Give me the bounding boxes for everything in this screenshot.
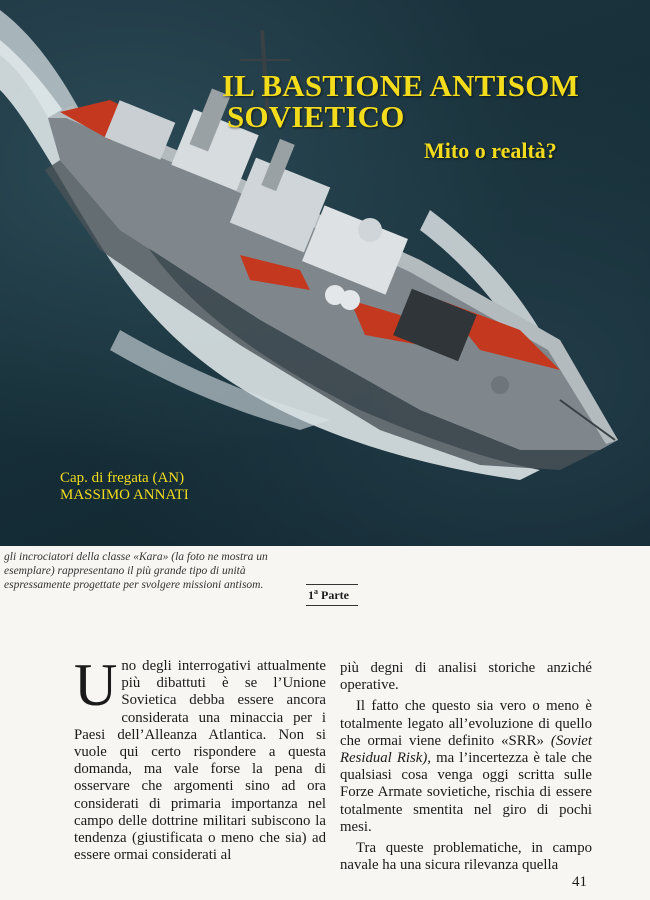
author-block <box>60 470 189 504</box>
part-label <box>306 584 358 606</box>
srr-text-a: Il fatto che questo sia vero o meno è totalmente legato all’evoluzione di quello che ormai viene definito «SRR» <box>340 698 592 749</box>
paragraph-srr <box>340 698 592 836</box>
srr-text-em: (Soviet Residual Risk), <box>340 732 592 767</box>
body-column-right <box>340 660 592 874</box>
paragraph-naval: Tra queste problematiche, in campo navale ha una sicura rilevanza quella <box>340 840 592 874</box>
intro-text: no degli interrogativi attualmente più dibattuti è se l’Unione Sovietica debba essere ancora considerata una minaccia per i Paesi dell’Alleanza Atlantica. Non si vuole qui certo rispondere a questa domanda, ma vale forse la pena di osservare che argomenti sino ad ora considerati di primaria importanza nel campo delle dottrine militari subiscono la tendenza (giustificata o meno che sia) ad essere ormai considerati al <box>74 658 326 864</box>
article-title <box>222 70 622 132</box>
title-line-2: SOVIETICO <box>227 99 405 134</box>
author-rank: Cap. di fregata (AN) <box>60 470 185 486</box>
photo-caption: gli incrociatori della classe «Kara» (la foto ne mostra un esemplare) rappresentano il più grande tipo di unità espressamente progettate per svolgere missioni antisom. <box>4 551 268 591</box>
page-number: 41 <box>572 874 587 890</box>
article-subtitle: Mito o realtà? <box>424 138 557 163</box>
title-line-1: IL BASTIONE ANTISOM <box>222 68 579 103</box>
srr-text-b: ma l’incertezza è tale che qualsiasi cosa venga oggi scritta sulle Forze Armate sovietiche, rischia di essere totalmente smentita nel giro di pochi mesi. <box>340 750 593 835</box>
author-name: MASSIMO ANNATI <box>60 487 189 503</box>
paragraph-intro <box>74 652 326 864</box>
paragraph-continued: più degni di analisi storiche anziché operative. <box>340 660 592 694</box>
part-superscript: a <box>314 587 318 596</box>
part-word: Parte <box>321 588 349 602</box>
drop-cap: U <box>74 652 118 718</box>
body-column-left <box>74 652 326 864</box>
part-number: 1 <box>308 588 314 602</box>
